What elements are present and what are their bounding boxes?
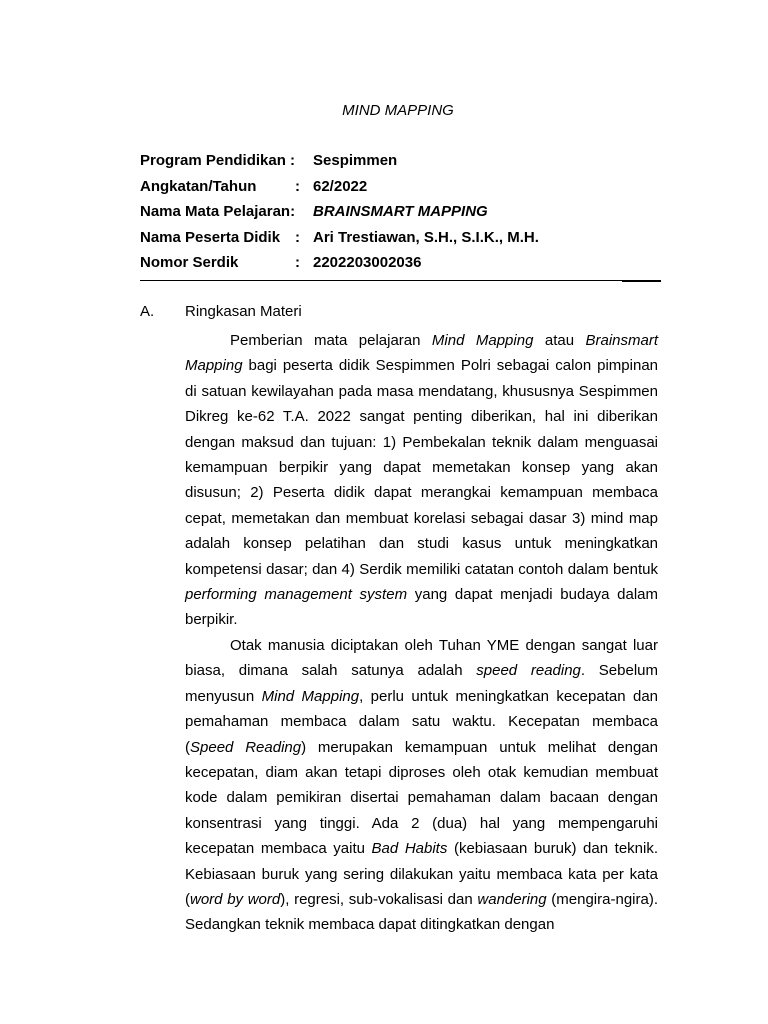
italic-phrase: performing management system: [185, 586, 408, 604]
paragraph-2: [185, 633, 658, 938]
text-run: ) merupakan kemampuan untuk melihat dengan kecepatan, diam akan tetapi diproses oleh otak kemudian membuat kode dalam pemikiran disertai pemahaman dalam bacaan dengan konsentrasi yang tinggi. Ada 2 (dua) hal yang mempengaruhi kecepatan membaca yaitu: [185, 738, 658, 858]
info-colon: :: [295, 228, 300, 246]
header-divider-accent: [622, 281, 661, 282]
paragraph-1: [185, 328, 658, 633]
text-run: yang dapat menjadi budaya dalam berpikir.: [185, 586, 659, 629]
text-run: Otak manusia diciptakan oleh Tuhan YME dengan sangat luar biasa, dimana salah satunya adalah: [185, 636, 658, 680]
italic-phrase: Mind Mapping: [261, 687, 360, 705]
info-value: Ari Trestiawan, S.H., S.I.K., M.H.: [313, 228, 539, 246]
info-value: BRAINSMART MAPPING: [313, 203, 488, 220]
document-title: MIND MAPPING: [342, 102, 454, 119]
italic-phrase: Mind Mapping: [431, 332, 534, 349]
info-value: 2202203002036: [313, 254, 422, 271]
text-run: ), regresi, sub-vokalisasi dan: [280, 890, 478, 908]
italic-phrase: speed reading: [476, 662, 581, 680]
italic-phrase: word by word: [190, 890, 281, 908]
info-value: Sespimmen: [313, 152, 398, 169]
info-value: 62/2022: [313, 177, 368, 195]
italic-phrase: Bad Habits: [371, 840, 448, 858]
italic-phrase: wandering: [477, 890, 547, 908]
info-label: Nama Mata Pelajaran:: [140, 203, 296, 220]
italic-phrase: Brainsmart Mapping: [185, 332, 659, 375]
text-run: , perlu untuk meningkatkan kecepatan dan pemahaman membaca dalam satu waktu. Kecepatan membaca (: [185, 687, 659, 756]
italic-phrase: Speed Reading: [190, 738, 302, 756]
info-label: Nomor Serdik: [140, 254, 239, 271]
text-run: bagi peserta didik Sespimmen Polri sebagai calon pimpinan di satuan kewilayahan pada masa mendatang, khususnya Sespimmen Dikreg ke-62 T.A. 2022 sangat penting diberikan, hal ini diberikan dengan maksud dan tujuan: 1) Pembekalan teknik dalam menguasai kemampuan berpikir yang dapat memetakan konsep yang akan disusun; 2) Peserta didik dapat merangkai kemampuan membaca cepat, memetakan dan membuat korelasi sebagai dasar 3) mind map adalah konsep pelatihan dan studi kasus untuk meningkatkan kompetensi dasar; dan 4) Serdik memiliki catatan contoh dalam bentuk: [185, 357, 658, 578]
info-label: Angkatan/Tahun: [140, 177, 257, 195]
section-title: Ringkasan Materi: [185, 303, 302, 320]
info-colon: :: [295, 177, 300, 195]
section-body: [185, 328, 658, 938]
info-colon: :: [295, 254, 300, 271]
info-label: Nama Peserta Didik: [140, 228, 281, 246]
info-label: Program Pendidikan :: [140, 152, 296, 169]
text-run: Pemberian mata pelajaran: [230, 332, 432, 349]
text-run: (mengira-ngira). Sedangkan teknik membaca dapat ditingkatkan dengan: [185, 890, 658, 934]
section-letter: A.: [140, 303, 155, 320]
text-run: atau: [533, 332, 586, 349]
text-run: . Sebelum menyusun: [185, 662, 658, 705]
header-divider: [140, 280, 661, 281]
text-run: (kebiasaan buruk) dan teknik. Kebiasaan buruk yang sering dilakukan yaitu membaca kata per kata (: [185, 840, 659, 908]
